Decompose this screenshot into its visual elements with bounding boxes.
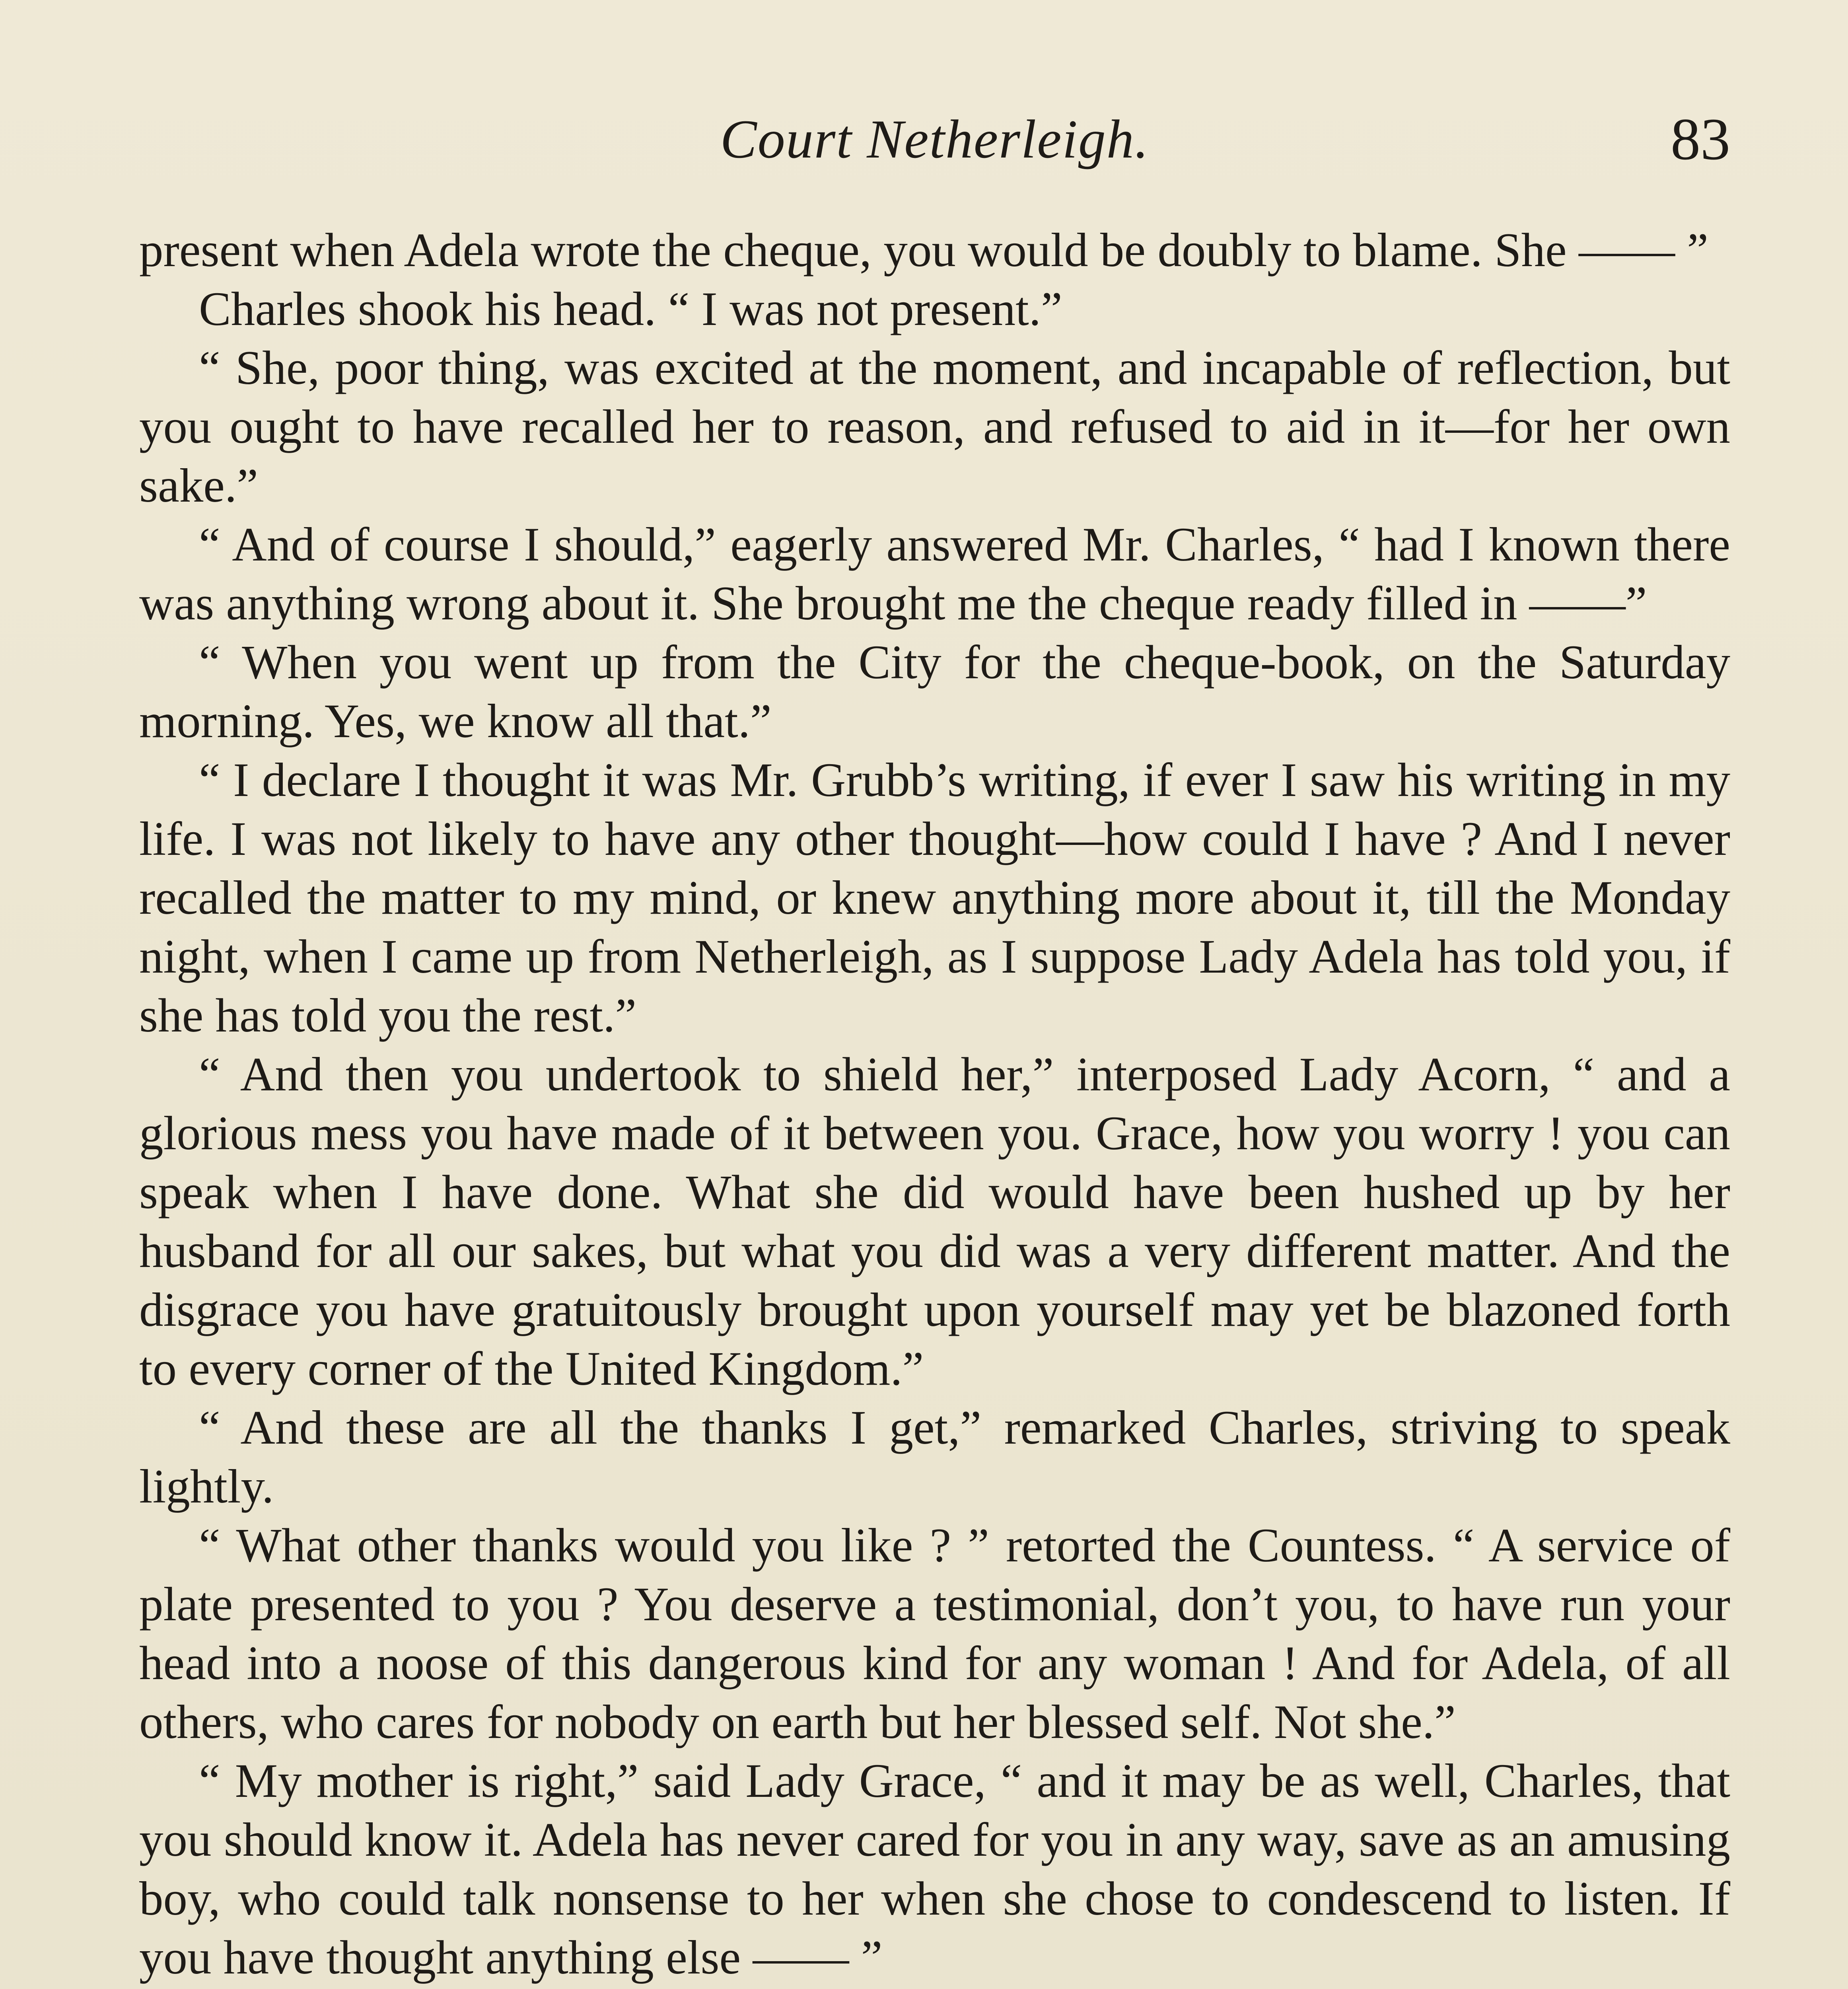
paragraph-8: “ And these are all the thanks I get,” remarked Charles, striving to speak lightly. <box>139 1401 1730 1513</box>
body-text <box>139 221 1730 1989</box>
paragraph-3: “ She, poor thing, was excited at the moment, and incapable of reflection, but you ought to have recalled her to reason, and refused to aid in it—for her own sake.” <box>139 341 1730 512</box>
paragraph-5: “ When you went up from the City for the cheque-book, on the Saturday morning. Yes, we know all that.” <box>139 636 1730 748</box>
paragraph-2: Charles shook his head. “ I was not present.” <box>199 282 1062 336</box>
paragraph-9: “ What other thanks would you like ? ” retorted the Countess. “ A service of plate presented to you ? You deserve a testimonial, don’t you, to have run your head into a noose of this dangerous kind for any woman ! And for Adela, of all others, who cares for nobody on earth but her blessed self. Not she.” <box>139 1519 1730 1749</box>
paragraph-1: present when Adela wrote the cheque, you would be doubly to blame. She —— ” <box>139 224 1708 277</box>
paragraph-7: “ And then you undertook to shield her,” interposed Lady Acorn, “ and a glorious mess you have made of it between you. Grace, how you worry ! you can speak when I have done. What she did would have been hushed up by her husband for all our sakes, but what you did was a very different matter. And the disgrace you have gratuitously brought upon yourself may yet be blazoned forth to every corner of the United Kingdom.” <box>139 1048 1730 1395</box>
page-number: 83 <box>1671 106 1730 172</box>
running-head <box>139 99 1730 179</box>
paragraph-10: “ My mother is right,” said Lady Grace, “ and it may be as well, Charles, that you should know it. Adela has never cared for you in any way, save as an amusing boy, who could talk nonsense to her when she chose to condescend to listen. If you have thought anything else —— ” <box>139 1754 1730 1984</box>
paragraph-6: “ I declare I thought it was Mr. Grubb’s writing, if ever I saw his writing in my life. I was not likely to have any other thought—how could I have ? And I never recalled the matter to my mind, or knew anything more about it, till the Monday night, when I came up from Netherleigh, as I suppose Lady Adela has told you, if she has told you the rest.” <box>139 753 1730 1042</box>
paragraph-4: “ And of course I should,” eagerly answered Mr. Charles, “ had I known there was anything wrong about it. She brought me the cheque ready filled in ——” <box>139 518 1730 630</box>
paragraph-11 <box>139 1987 1730 1989</box>
running-title: Court Netherleigh. <box>720 109 1150 169</box>
